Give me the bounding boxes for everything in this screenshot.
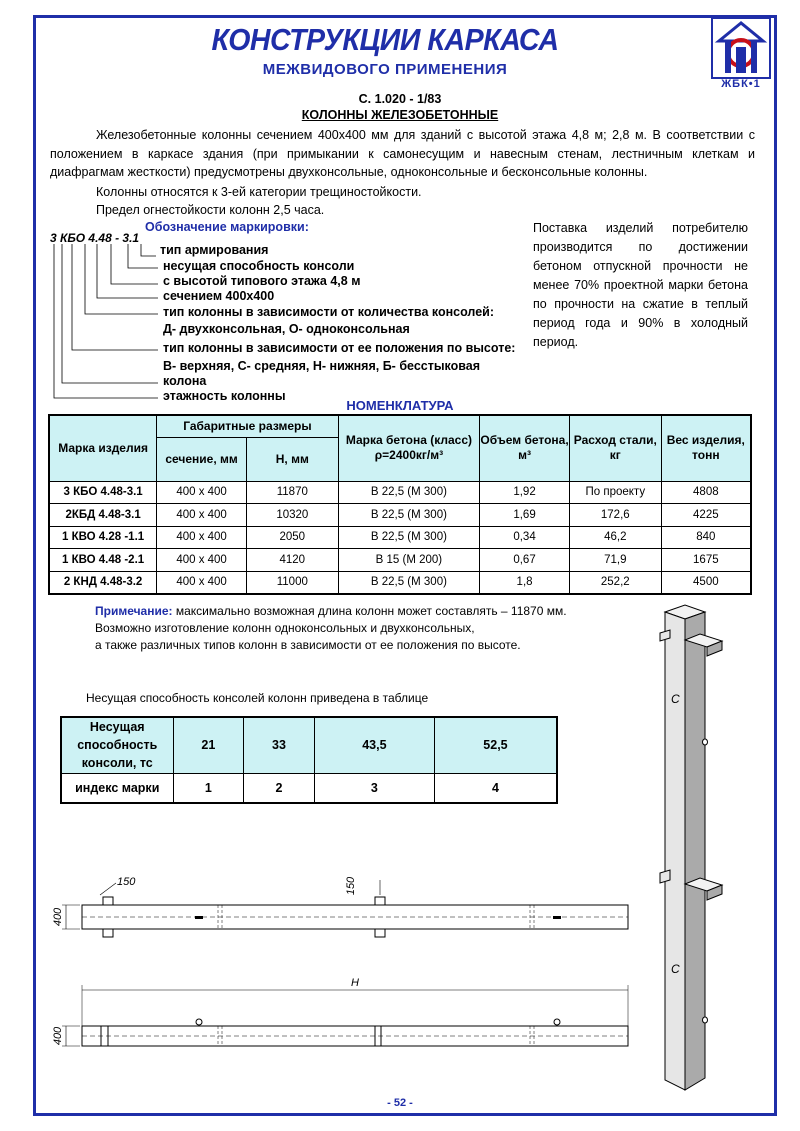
column-side-view [62,985,628,1046]
header-volume: Объем бетона, м³ [480,415,570,481]
cell-concrete: В 22,5 (М 300) [338,571,480,594]
capacity-caption: Несущая способность консолей колонн приведена в таблице [86,691,429,705]
cell-mark: 1 КВО 4.28 -1.1 [49,526,157,549]
cell-section: 400 х 400 [157,549,247,572]
capacity-value: 43,5 [314,717,434,773]
capacity-value: 21 [173,717,244,773]
cell-height: 11870 [246,481,338,504]
dim-label: 150 [345,876,358,896]
capacity-value: 52,5 [434,717,557,773]
dim-label: 400 [52,907,65,927]
header-weight: Вес изделия, тонн [661,415,751,481]
cell-section: 400 х 400 [157,481,247,504]
marking-line: Д- двухконсольная, О- одноконсольная [163,322,410,336]
index-value: 4 [434,773,557,803]
note-line: максимально возможная длина колонн может составлять – 11870 мм. [172,604,567,618]
page-number: - 52 - [387,1097,413,1109]
cell-volume: 1,69 [480,504,570,527]
page-subtitle: МЕЖВИДОВОГО ПРИМЕНЕНИЯ [262,61,508,78]
header-steel: Расход стали, кг [569,415,661,481]
note-label: Примечание: [95,604,173,618]
dim-label: 400 [52,1026,65,1046]
marking-line: тип колонны в зависимости от ее положения по высоте: [163,341,516,355]
marking-line: В- верхняя, С- средняя, Н- нижняя, Б- бесстыковая [163,359,481,373]
cell-concrete: В 22,5 (М 300) [338,481,480,504]
header-dimensions: Габаритные размеры [157,415,338,437]
cell-steel: 71,9 [569,549,661,572]
cell-concrete: В 22,5 (М 300) [338,504,480,527]
cell-steel: 252,2 [569,571,661,594]
cell-height: 10320 [246,504,338,527]
cell-height: 4120 [246,549,338,572]
index-label: индекс марки [61,773,173,803]
logo-caption: ЖБК•1 [721,78,761,90]
column-mark: С [671,692,680,706]
cell-section: 400 х 400 [157,504,247,527]
slot-mark [195,916,203,919]
index-value: 1 [173,773,244,803]
cell-concrete: В 15 (М 200) [338,549,480,572]
column-mark: С [671,962,680,976]
marking-line: этажность колонны [163,389,286,403]
cell-weight: 4500 [661,571,751,594]
cell-weight: 840 [661,526,751,549]
cell-mark: 2 КНД 4.48-3.2 [49,571,157,594]
marking-line: колона [163,374,207,388]
cell-mark: 1 КВО 4.48 -2.1 [49,549,157,572]
header-height: Н, мм [246,437,338,481]
cell-steel: 46,2 [569,526,661,549]
note-line: а также различных типов колонн в зависимости от ее положения по высоте. [95,638,521,652]
nomenclature-title: НОМЕНКЛАТУРА [346,398,454,413]
marking-line: сечением 400х400 [163,289,275,303]
capacity-value: 33 [244,717,315,773]
cell-steel: 172,6 [569,504,661,527]
marking-line: несущая способность консоли [163,259,355,273]
cell-volume: 0,67 [480,549,570,572]
header-mark: Марка изделия [49,415,157,481]
cell-volume: 0,34 [480,526,570,549]
page-title: КОНСТРУКЦИИ КАРКАСА [211,22,559,57]
section-title: КОЛОННЫ ЖЕЛЕЗОБЕТОННЫЕ [301,108,499,122]
marking-code: 3 КБО 4.48 - 3.1 [50,231,140,245]
capacity-head: Несущая способность консоли, тс [61,717,173,773]
series-code: С. 1.020 - 1/83 [358,92,442,106]
cell-weight: 4225 [661,504,751,527]
column-isometric-view [660,605,722,1090]
cell-weight: 1675 [661,549,751,572]
intro-paragraph: Железобетонные колонны сечением 400х400 мм для зданий с высотой этажа 4,8 м; 2,8 м. В соответствии с положением в каркасе здания (при примыкании к самонесущим и навесным стенам, лестничным клеткам и диафрагмам жесткости) предусмотрены двухконсольные, одноконсольные и бесконсольные колонны. [50,128,755,179]
cell-height: 2050 [246,526,338,549]
cell-mark: 2КБД 4.48-3.1 [49,504,157,527]
index-value: 3 [314,773,434,803]
marking-heading: Обозначение маркировки: [145,220,309,234]
cell-concrete: В 22,5 (М 300) [338,526,480,549]
supply-text: Поставка изделий потребителю производится по достижении бетоном отпускной прочности не менее 70% проектной марки бетона по прочности на сжатие в теплый период года и 90% в холодный период. [533,221,748,349]
header-section: сечение, мм [157,437,247,481]
cell-section: 400 х 400 [157,526,247,549]
marking-line: тип колонны в зависимости от количества консолей: [163,305,494,319]
cell-mark: 3 КБО 4.48-3.1 [49,481,157,504]
marking-line: с высотой типового этажа 4,8 м [163,274,361,288]
cell-section: 400 х 400 [157,571,247,594]
note-line: Возможно изготовление колонн одноконсольных и двухконсольных, [95,621,475,635]
fire-resistance-text: Предел огнестойкости колонн 2,5 часа. [96,203,325,217]
cell-height: 11000 [246,571,338,594]
cell-steel: По проекту [569,481,661,504]
dim-label: 150 [117,876,136,888]
slot-mark [553,916,561,919]
dim-label: Н [351,977,359,989]
cell-volume: 1,92 [480,481,570,504]
header-concrete: Марка бетона (класс) ρ=2400кг/м³ [338,415,480,481]
cell-weight: 4808 [661,481,751,504]
cell-volume: 1,8 [480,571,570,594]
marking-line: тип армирования [160,243,269,257]
index-value: 2 [244,773,315,803]
crack-category-text: Колонны относятся к 3-ей категории трещиностойкости. [96,185,422,199]
